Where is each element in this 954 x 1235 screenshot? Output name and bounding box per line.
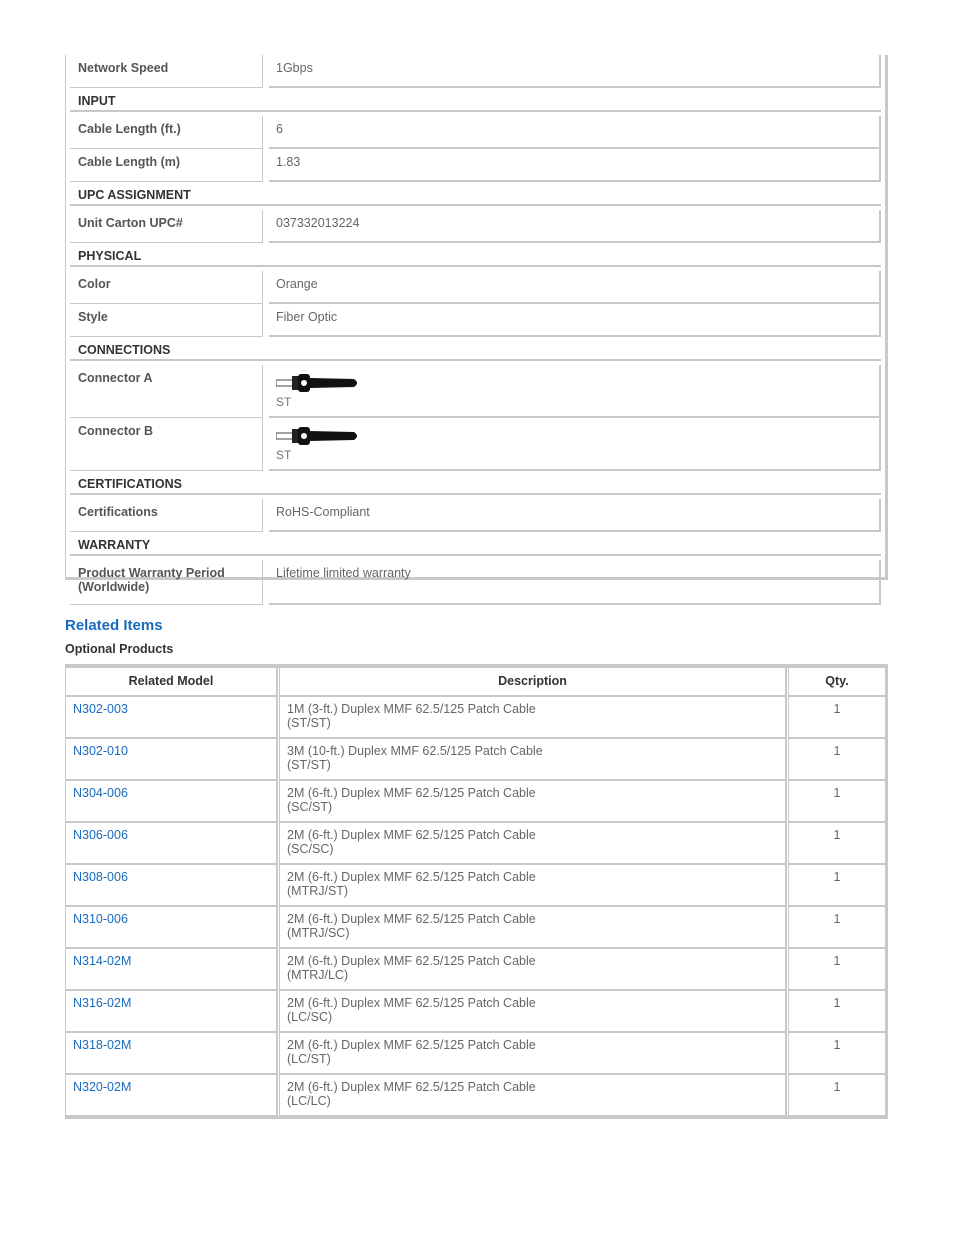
description-line: (MTRJ/SC) (287, 926, 350, 940)
description-cell (279, 697, 787, 739)
spec-label: Certifications (70, 499, 263, 532)
model-cell (66, 823, 278, 865)
description-cell (279, 739, 787, 781)
description-text (287, 996, 567, 1024)
spec-value: 1Gbps (269, 55, 881, 88)
section-header (70, 532, 881, 556)
qty-value: 1 (833, 954, 841, 968)
section-title: PHYSICAL (78, 249, 142, 263)
spec-row (70, 304, 881, 337)
section-title: CERTIFICATIONS (78, 477, 182, 491)
spec-value: Fiber Optic (269, 304, 881, 337)
qty-cell (788, 1075, 885, 1117)
table-row (66, 697, 885, 739)
spec-row (70, 560, 881, 605)
description-cell (279, 865, 787, 907)
description-text (287, 1038, 567, 1066)
model-link[interactable]: N308-006 (73, 870, 128, 884)
model-link[interactable]: N314-02M (73, 954, 132, 968)
spec-row (70, 55, 881, 88)
model-cell (66, 1033, 278, 1075)
qty-value: 1 (833, 828, 841, 842)
section-header (70, 182, 881, 206)
model-link[interactable]: N310-006 (73, 912, 128, 926)
specifications-table (65, 55, 888, 594)
description-line: 2M (6-ft.) Duplex MMF 62.5/125 Patch Cable (287, 1080, 536, 1094)
qty-cell (788, 697, 885, 739)
spec-label: Color (70, 271, 263, 304)
description-line: 2M (6-ft.) Duplex MMF 62.5/125 Patch Cable (287, 912, 536, 926)
st-connector-icon (276, 426, 360, 449)
spec-label: Product Warranty Period (Worldwide) (70, 560, 263, 605)
connector-row (70, 365, 881, 418)
spec-label: Unit Carton UPC# (70, 210, 263, 243)
spec-value: 6 (269, 116, 881, 149)
related-products-table (65, 664, 888, 1119)
description-line: (LC/SC) (287, 1010, 333, 1024)
qty-cell (788, 907, 885, 949)
spec-label: Network Speed (70, 55, 263, 88)
qty-cell (788, 1033, 885, 1075)
model-link[interactable]: N302-003 (73, 702, 128, 716)
connector-type: ST (276, 448, 292, 462)
description-cell (279, 823, 787, 865)
table-row (66, 949, 885, 991)
spec-value: 1.83 (269, 149, 881, 182)
model-cell (66, 739, 278, 781)
model-cell (66, 781, 278, 823)
description-cell (279, 907, 787, 949)
section-title: CONNECTIONS (78, 343, 171, 357)
section-title: INPUT (78, 94, 116, 108)
qty-cell (788, 865, 885, 907)
table-row (66, 739, 885, 781)
qty-cell (788, 781, 885, 823)
description-line: (LC/LC) (287, 1094, 331, 1108)
description-cell (279, 1075, 787, 1117)
qty-value: 1 (833, 996, 841, 1010)
header-related-model: Related Model (66, 668, 278, 697)
description-line: 3M (10-ft.) Duplex MMF 62.5/125 Patch Cable (287, 744, 543, 758)
spec-label: Connector B (70, 418, 263, 471)
qty-cell (788, 991, 885, 1033)
description-text (287, 954, 567, 982)
connector-type: ST (276, 395, 292, 409)
st-connector-icon (276, 373, 360, 396)
qty-value: 1 (833, 912, 841, 926)
spec-value: Lifetime limited warranty (269, 560, 881, 605)
section-header (70, 243, 881, 267)
spec-value: RoHS-Compliant (269, 499, 881, 532)
description-text (287, 744, 567, 772)
qty-value: 1 (833, 870, 841, 884)
description-line: 2M (6-ft.) Duplex MMF 62.5/125 Patch Cable (287, 1038, 536, 1052)
description-line: (ST/ST) (287, 758, 331, 772)
description-text (287, 702, 567, 730)
description-cell (279, 781, 787, 823)
model-cell (66, 907, 278, 949)
header-description: Description (279, 668, 787, 697)
description-line: (LC/ST) (287, 1052, 331, 1066)
description-text (287, 1080, 567, 1108)
spec-label: Cable Length (ft.) (70, 116, 263, 149)
table-row (66, 907, 885, 949)
qty-value: 1 (833, 1038, 841, 1052)
optional-products-heading: Optional Products (65, 642, 174, 656)
model-link[interactable]: N320-02M (73, 1080, 132, 1094)
description-line: 2M (6-ft.) Duplex MMF 62.5/125 Patch Cable (287, 954, 536, 968)
qty-cell (788, 823, 885, 865)
model-link[interactable]: N304-006 (73, 786, 128, 800)
section-header (70, 337, 881, 361)
spec-label: Cable Length (m) (70, 149, 263, 182)
table-row (66, 1033, 885, 1075)
table-row (66, 1075, 885, 1117)
model-cell (66, 865, 278, 907)
description-text (287, 912, 567, 940)
table-row (66, 781, 885, 823)
spec-label: Style (70, 304, 263, 337)
spec-value (269, 365, 881, 418)
model-cell (66, 1075, 278, 1117)
qty-value: 1 (833, 744, 841, 758)
model-link[interactable]: N302-010 (73, 744, 128, 758)
description-cell (279, 991, 787, 1033)
description-line: 2M (6-ft.) Duplex MMF 62.5/125 Patch Cable (287, 828, 536, 842)
description-text (287, 870, 567, 898)
description-text (287, 786, 567, 814)
table-row (66, 991, 885, 1033)
spec-row (70, 499, 881, 532)
description-line: 2M (6-ft.) Duplex MMF 62.5/125 Patch Cable (287, 786, 536, 800)
description-line: 2M (6-ft.) Duplex MMF 62.5/125 Patch Cable (287, 996, 536, 1010)
qty-cell (788, 739, 885, 781)
spec-value (269, 418, 881, 471)
section-header (70, 88, 881, 112)
description-cell (279, 949, 787, 991)
description-cell (279, 1033, 787, 1075)
connector-row (70, 418, 881, 471)
model-link[interactable]: N306-006 (73, 828, 128, 842)
related-items-heading: Related Items (65, 617, 163, 634)
description-line: (SC/ST) (287, 800, 333, 814)
description-line: 1M (3-ft.) Duplex MMF 62.5/125 Patch Cable (287, 702, 536, 716)
description-line: (MTRJ/ST) (287, 884, 349, 898)
qty-cell (788, 949, 885, 991)
spec-label: Connector A (70, 365, 263, 418)
qty-value: 1 (833, 702, 841, 716)
model-cell (66, 949, 278, 991)
header-qty: Qty. (788, 668, 885, 697)
section-header (70, 471, 881, 495)
section-title: UPC ASSIGNMENT (78, 188, 191, 202)
table-row (66, 823, 885, 865)
model-link[interactable]: N318-02M (73, 1038, 132, 1052)
qty-value: 1 (833, 1080, 841, 1094)
spec-row (70, 116, 881, 149)
model-cell (66, 991, 278, 1033)
description-text (287, 828, 567, 856)
description-line: (ST/ST) (287, 716, 331, 730)
qty-value: 1 (833, 786, 841, 800)
spec-row (70, 271, 881, 304)
model-cell (66, 697, 278, 739)
description-line: (SC/SC) (287, 842, 334, 856)
spec-value: 037332013224 (269, 210, 881, 243)
spec-value: Orange (269, 271, 881, 304)
description-line: 2M (6-ft.) Duplex MMF 62.5/125 Patch Cable (287, 870, 536, 884)
spec-row (70, 210, 881, 243)
description-line: (MTRJ/LC) (287, 968, 349, 982)
model-link[interactable]: N316-02M (73, 996, 132, 1010)
section-title: WARRANTY (78, 538, 151, 552)
table-row (66, 865, 885, 907)
spec-row (70, 149, 881, 182)
